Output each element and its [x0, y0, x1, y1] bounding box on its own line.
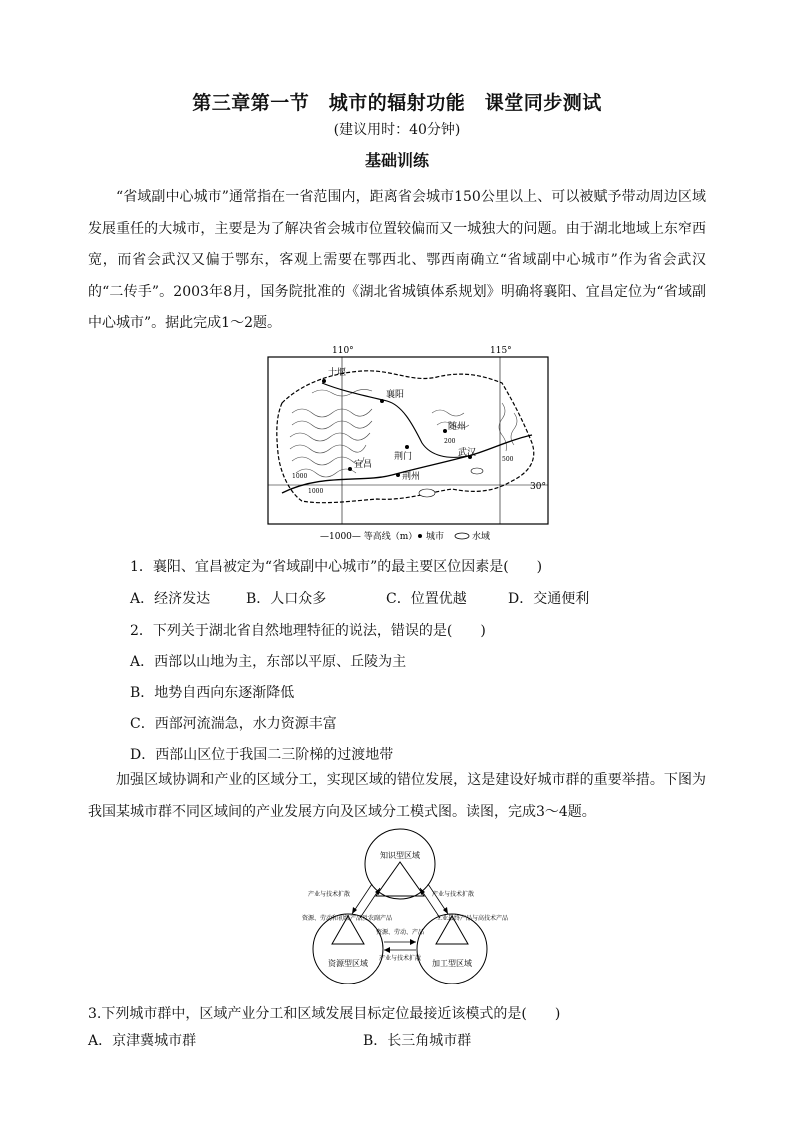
water-icon: [455, 533, 469, 539]
city-dot-icon: [418, 534, 422, 538]
processing-region-label: 加工型区域: [432, 959, 472, 968]
question-1-option-d: D．交通便利: [508, 591, 590, 607]
flow-label: 产业与技术扩散: [308, 891, 351, 898]
city-label: 襄阳: [386, 390, 405, 400]
passage-1: “省域副中心城市”通常指在一省范围内，距离省会城市150公里以上、可以被赋予带动周边区域发展重任的大城市，主要是为了解决省会城市位置较偏而又一城独大的问题。由于湖北地域上东窄西宽，而省会武汉又偏于鄂东，客观上需要在鄂西北、鄂西南确立“省域副中心城市”作为省会武汉的“二传手”。2003年8月，国务院批准的《湖北省城镇体系规划》明确将襄阳、宜昌定位为“省域副中心城市”。据此完成1～2题。: [88, 189, 706, 331]
legend-city: 城市: [426, 532, 445, 542]
elevation-label: 200: [444, 438, 456, 445]
passage-2: 加强区域协调和产业的区域分工，实现区域的错位发展，这是建设好城市群的重要举措。下图为我国某城市群不同区域间的产业发展方向及区域分工模式图。读图，完成3～4题。: [88, 772, 706, 820]
question-1-option-b: B．人口众多: [246, 591, 327, 607]
question-1-option-c: C．位置优越: [386, 591, 467, 607]
question-2-option-a: A．西部以山地为主，东部以平原、丘陵为主: [130, 654, 407, 670]
legend-contour: —1000— 等高线（m）: [320, 532, 418, 542]
question-3-option-a: A．京津冀城市群: [88, 1033, 197, 1049]
question-2-option-c: C．西部河流湍急，水力资源丰富: [130, 716, 337, 732]
city-label: 荆州: [402, 472, 421, 482]
hubei-map: [262, 343, 558, 543]
flow-label: 工业最终产品与高技术产品: [436, 915, 509, 922]
question-1-option-a: A．经济发达: [130, 591, 211, 607]
city-label: 荆门: [394, 452, 413, 462]
longitude-115-label: 115°: [490, 346, 512, 356]
flow-label: 产业与技术扩散: [378, 955, 422, 962]
question-3-stem: 3.下列城市群中，区域产业分工和区域发展目标定位最接近该模式的是( ): [88, 1006, 561, 1022]
elevation-label: 1000: [292, 473, 308, 480]
question-3-option-b: B．长三角城市群: [363, 1033, 472, 1049]
flow-label: 资源、劳动、产品: [375, 929, 425, 936]
city-label: 十堰: [328, 368, 347, 378]
elevation-label: 1000: [308, 488, 324, 495]
knowledge-region-label: 知识型区域: [380, 851, 420, 860]
regional-division-diagram: [300, 826, 530, 984]
section-heading: 基础训练: [364, 151, 429, 170]
question-1-stem: 1．襄阳、宜昌被定为“省域副中心城市”的最主要区位因素是( ): [130, 559, 543, 575]
longitude-110-label: 110°: [332, 346, 354, 356]
latitude-30-label: 30°: [530, 482, 546, 492]
question-2-stem: 2．下列关于湖北省自然地理特征的说法，错误的是( ): [130, 623, 486, 639]
city-label: 随州: [448, 422, 467, 432]
city-label: 宜昌: [354, 460, 373, 470]
flow-label: 产业与技术扩散: [432, 891, 475, 898]
question-2-option-d: D．西部山区位于我国二三阶梯的过渡地带: [130, 747, 394, 763]
city-label: 武汉: [458, 448, 477, 458]
resource-region-label: 资源型区域: [328, 959, 368, 968]
elevation-label: 500: [502, 456, 514, 463]
flow-label: 资源、劳动和初级产品及农副产品: [302, 915, 393, 922]
page-title: 第三章第一节 城市的辐射功能 课堂同步测试: [192, 92, 602, 114]
question-2-option-b: B．地势自西向东逐渐降低: [130, 685, 295, 701]
legend-water: 水域: [472, 532, 491, 542]
suggested-time: (建议用时：40分钟): [333, 122, 461, 138]
